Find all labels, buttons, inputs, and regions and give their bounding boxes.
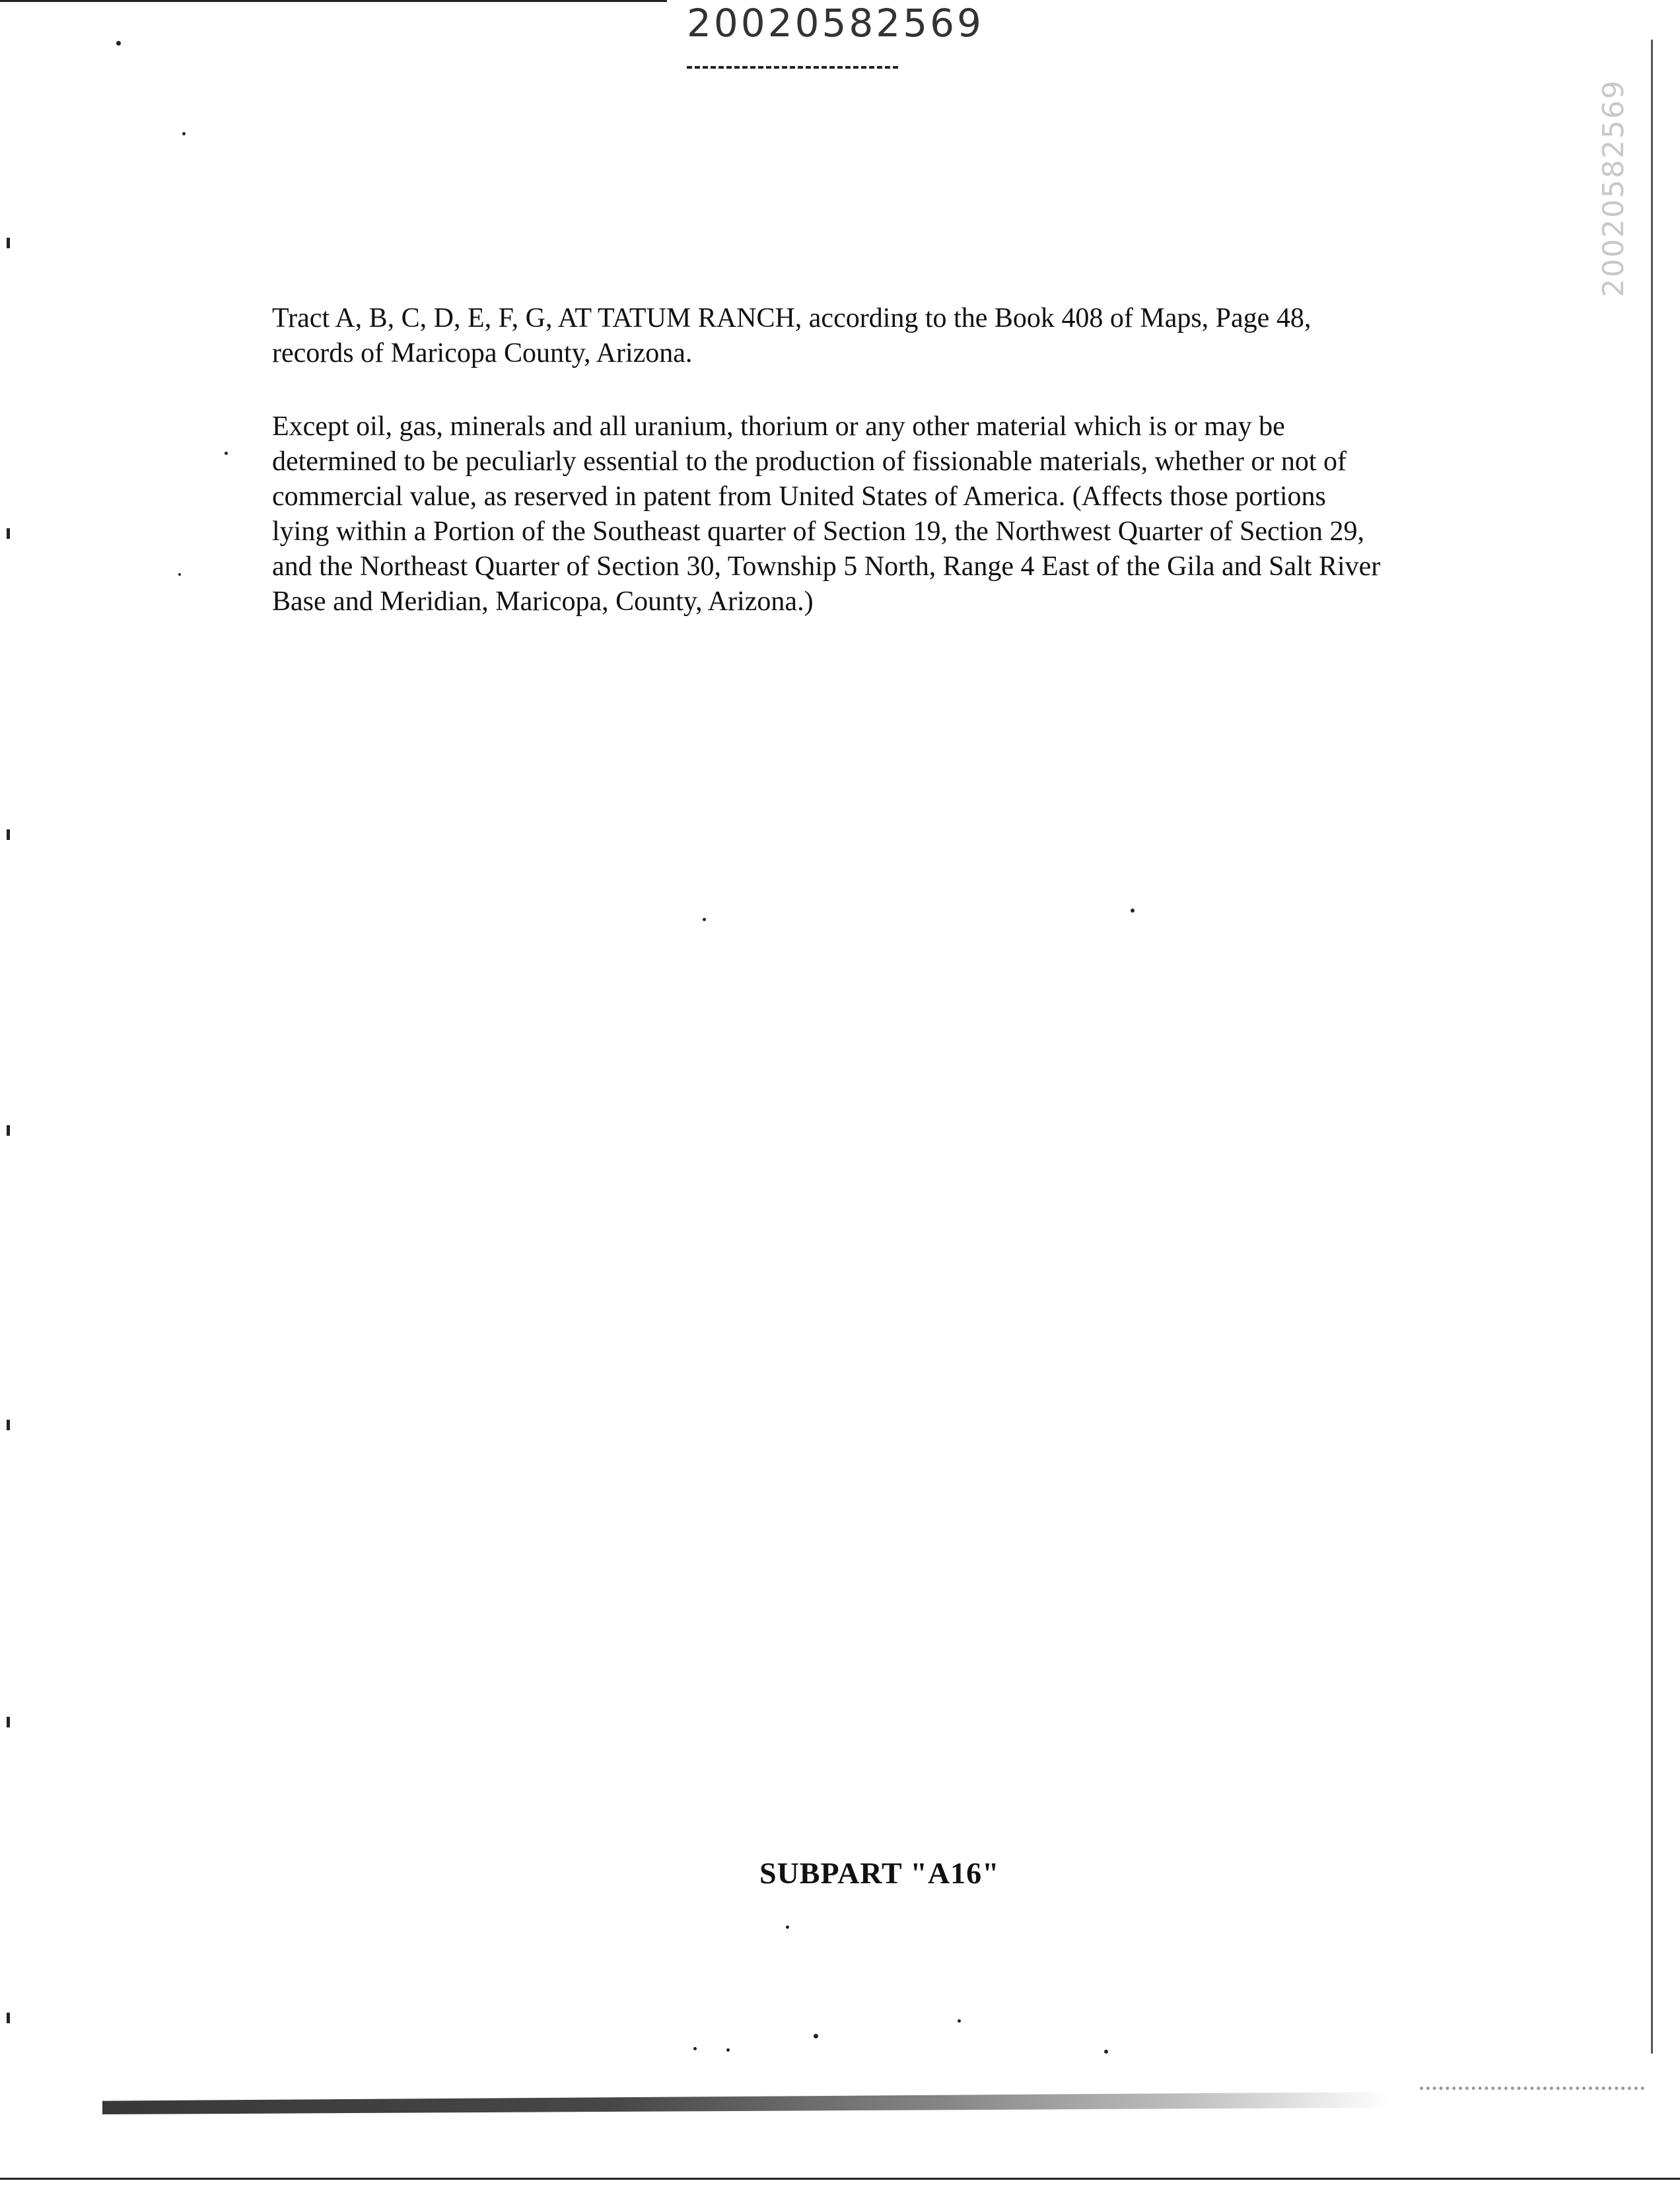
mineral-exception: Except oil, gas, minerals and all uranium, thorium or any other material which is or may be determined to be peculiarly essential to the production of fissionable materials, whether or not of commercial value, as reserved in patent from United States of America. (Affects those portions lying within a Portion of the Southeast quarter of Section 19, the Northwest Quarter of Section 29, and the Northeast Quarter of Section 30, Township 5 North, Range 4 East of the Gila and Salt River Base and Meridian, Maricopa, County, Arizona.)	[272, 411, 1381, 617]
scan-band-dotted	[1420, 2087, 1644, 2103]
right-edge-line	[1651, 40, 1653, 2054]
scan-speck	[786, 1926, 789, 1929]
side-stamp: 20020582569	[1597, 79, 1630, 297]
scan-speck	[178, 573, 181, 576]
scan-band	[102, 2092, 1390, 2114]
scan-mark	[7, 528, 10, 539]
scan-mark	[7, 238, 10, 248]
scan-mark	[7, 1125, 10, 1136]
header-dashes	[687, 66, 898, 71]
scan-speck	[726, 2048, 730, 2052]
top-rule	[0, 0, 667, 2]
scan-speck	[182, 132, 186, 135]
bottom-rule	[0, 2178, 1680, 2180]
scan-speck	[693, 2047, 697, 2050]
scan-mark	[7, 829, 10, 840]
scan-speck	[814, 2034, 818, 2038]
scan-speck	[1104, 2050, 1108, 2054]
subpart-label: SUBPART "A16"	[759, 1856, 1000, 1890]
scan-speck	[958, 2019, 961, 2023]
scan-speck	[1131, 909, 1135, 913]
scan-speck	[116, 41, 121, 46]
scan-mark	[7, 1717, 10, 1727]
scan-mark	[7, 2013, 10, 2023]
scan-mark	[7, 1420, 10, 1430]
document-number: 20020582569	[687, 1, 984, 46]
tract-description: Tract A, B, C, D, E, F, G, AT TATUM RANCH, according to the Book 408 of Maps, Page 48, records of Maricopa County, Arizona.	[272, 303, 1312, 368]
scan-speck	[225, 452, 228, 455]
scan-speck	[703, 918, 706, 921]
